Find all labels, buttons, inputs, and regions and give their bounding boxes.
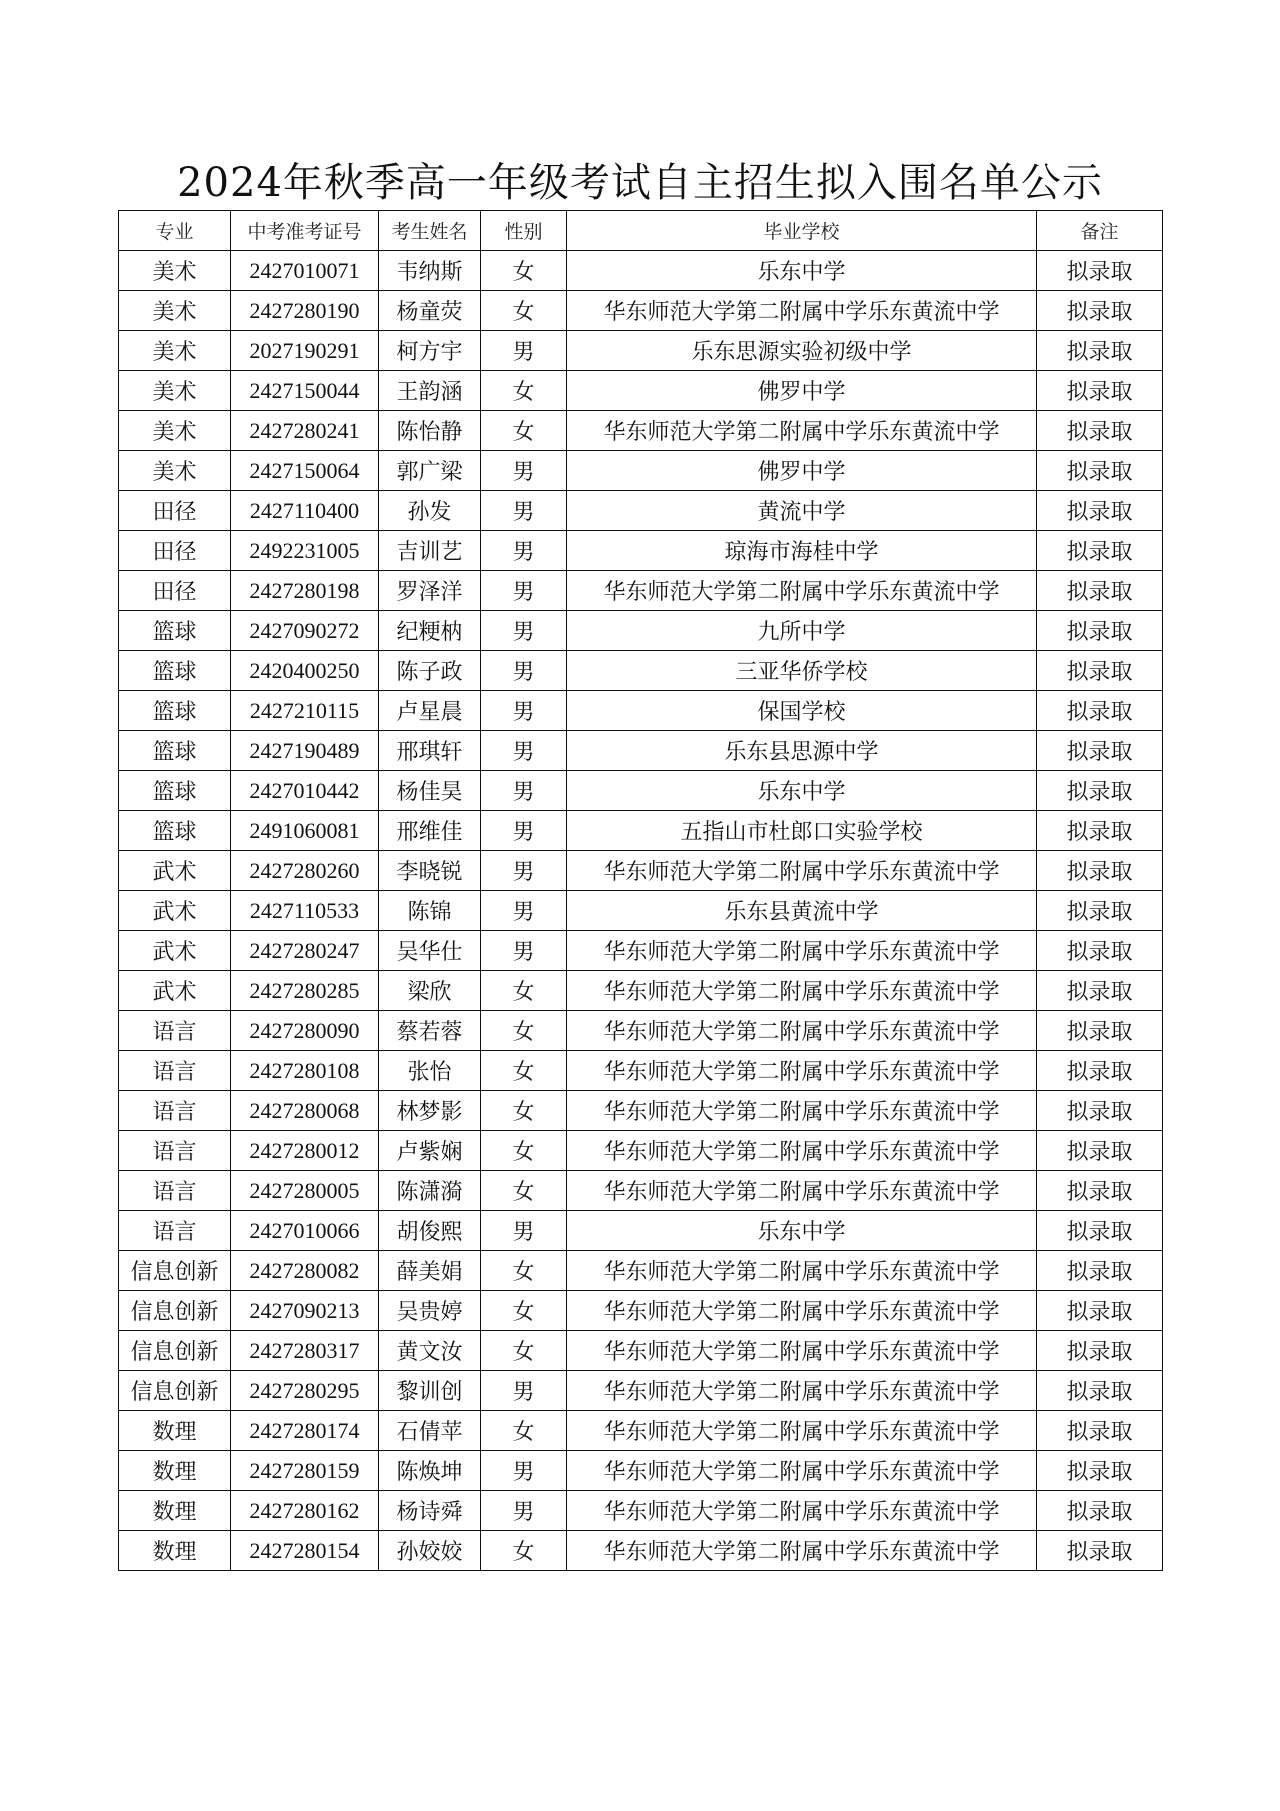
cell-remarks: 拟录取 xyxy=(1037,291,1163,331)
cell-graduation-school: 乐东中学 xyxy=(567,251,1037,291)
cell-major: 语言 xyxy=(119,1171,231,1211)
cell-remarks: 拟录取 xyxy=(1037,851,1163,891)
cell-exam-id: 2427280068 xyxy=(231,1091,379,1131)
cell-remarks: 拟录取 xyxy=(1037,1451,1163,1491)
cell-major: 武术 xyxy=(119,851,231,891)
cell-remarks: 拟录取 xyxy=(1037,331,1163,371)
cell-student-name: 孙发 xyxy=(379,491,481,531)
cell-graduation-school: 乐东思源实验初级中学 xyxy=(567,331,1037,371)
table-row xyxy=(119,1411,1163,1451)
cell-graduation-school: 乐东县思源中学 xyxy=(567,731,1037,771)
cell-remarks: 拟录取 xyxy=(1037,1091,1163,1131)
table-header-row xyxy=(119,211,1163,251)
cell-gender: 女 xyxy=(481,1091,567,1131)
cell-gender: 女 xyxy=(481,1331,567,1371)
cell-remarks: 拟录取 xyxy=(1037,371,1163,411)
cell-student-name: 孙姣姣 xyxy=(379,1531,481,1571)
cell-exam-id: 2427280295 xyxy=(231,1371,379,1411)
cell-major: 语言 xyxy=(119,1011,231,1051)
cell-graduation-school: 华东师范大学第二附属中学乐东黄流中学 xyxy=(567,571,1037,611)
cell-remarks: 拟录取 xyxy=(1037,1411,1163,1451)
cell-gender: 女 xyxy=(481,1251,567,1291)
cell-remarks: 拟录取 xyxy=(1037,1331,1163,1371)
table-row xyxy=(119,691,1163,731)
cell-exam-id: 2427280162 xyxy=(231,1491,379,1531)
cell-graduation-school: 黄流中学 xyxy=(567,491,1037,531)
cell-exam-id: 2427280247 xyxy=(231,931,379,971)
cell-exam-id: 2427280198 xyxy=(231,571,379,611)
cell-exam-id: 2027190291 xyxy=(231,331,379,371)
cell-remarks: 拟录取 xyxy=(1037,891,1163,931)
cell-major: 田径 xyxy=(119,571,231,611)
table-row xyxy=(119,1051,1163,1091)
cell-major: 美术 xyxy=(119,371,231,411)
cell-exam-id: 2427280285 xyxy=(231,971,379,1011)
cell-student-name: 纪粳枘 xyxy=(379,611,481,651)
cell-major: 数理 xyxy=(119,1531,231,1571)
cell-gender: 女 xyxy=(481,1291,567,1331)
cell-graduation-school: 华东师范大学第二附属中学乐东黄流中学 xyxy=(567,1011,1037,1051)
cell-remarks: 拟录取 xyxy=(1037,971,1163,1011)
admission-table xyxy=(118,210,1163,1571)
cell-graduation-school: 华东师范大学第二附属中学乐东黄流中学 xyxy=(567,931,1037,971)
cell-graduation-school: 华东师范大学第二附属中学乐东黄流中学 xyxy=(567,1051,1037,1091)
cell-graduation-school: 保国学校 xyxy=(567,691,1037,731)
cell-exam-id: 2427090272 xyxy=(231,611,379,651)
cell-gender: 女 xyxy=(481,1131,567,1171)
table-row xyxy=(119,251,1163,291)
cell-remarks: 拟录取 xyxy=(1037,1051,1163,1091)
cell-remarks: 拟录取 xyxy=(1037,611,1163,651)
cell-major: 美术 xyxy=(119,411,231,451)
cell-gender: 女 xyxy=(481,1171,567,1211)
cell-remarks: 拟录取 xyxy=(1037,411,1163,451)
cell-gender: 男 xyxy=(481,691,567,731)
cell-gender: 男 xyxy=(481,771,567,811)
cell-student-name: 吴华仕 xyxy=(379,931,481,971)
cell-student-name: 石倩苹 xyxy=(379,1411,481,1451)
cell-gender: 男 xyxy=(481,851,567,891)
cell-exam-id: 2427280082 xyxy=(231,1251,379,1291)
cell-graduation-school: 华东师范大学第二附属中学乐东黄流中学 xyxy=(567,851,1037,891)
cell-exam-id: 2427280005 xyxy=(231,1171,379,1211)
table-row xyxy=(119,731,1163,771)
cell-remarks: 拟录取 xyxy=(1037,1251,1163,1291)
cell-gender: 女 xyxy=(481,1051,567,1091)
cell-major: 田径 xyxy=(119,531,231,571)
table-row xyxy=(119,1091,1163,1131)
cell-student-name: 王韵涵 xyxy=(379,371,481,411)
cell-student-name: 陈怡静 xyxy=(379,411,481,451)
cell-major: 篮球 xyxy=(119,811,231,851)
cell-exam-id: 2427110533 xyxy=(231,891,379,931)
table-row xyxy=(119,1491,1163,1531)
cell-student-name: 陈锦 xyxy=(379,891,481,931)
cell-student-name: 张怡 xyxy=(379,1051,481,1091)
cell-major: 篮球 xyxy=(119,771,231,811)
cell-student-name: 薛美娟 xyxy=(379,1251,481,1291)
cell-gender: 男 xyxy=(481,891,567,931)
table-row xyxy=(119,1131,1163,1171)
cell-graduation-school: 华东师范大学第二附属中学乐东黄流中学 xyxy=(567,1411,1037,1451)
cell-student-name: 杨童荧 xyxy=(379,291,481,331)
cell-major: 武术 xyxy=(119,891,231,931)
cell-student-name: 韦纳斯 xyxy=(379,251,481,291)
header-remarks: 备注 xyxy=(1037,211,1163,251)
cell-gender: 女 xyxy=(481,1411,567,1451)
cell-remarks: 拟录取 xyxy=(1037,571,1163,611)
cell-major: 美术 xyxy=(119,331,231,371)
cell-graduation-school: 华东师范大学第二附属中学乐东黄流中学 xyxy=(567,1291,1037,1331)
cell-major: 篮球 xyxy=(119,691,231,731)
cell-graduation-school: 佛罗中学 xyxy=(567,451,1037,491)
cell-student-name: 陈焕坤 xyxy=(379,1451,481,1491)
cell-remarks: 拟录取 xyxy=(1037,1171,1163,1211)
cell-major: 篮球 xyxy=(119,611,231,651)
cell-major: 信息创新 xyxy=(119,1331,231,1371)
cell-exam-id: 2427280260 xyxy=(231,851,379,891)
table-row xyxy=(119,611,1163,651)
cell-graduation-school: 乐东县黄流中学 xyxy=(567,891,1037,931)
cell-graduation-school: 华东师范大学第二附属中学乐东黄流中学 xyxy=(567,1251,1037,1291)
table-row xyxy=(119,1331,1163,1371)
table-row xyxy=(119,1291,1163,1331)
cell-major: 数理 xyxy=(119,1491,231,1531)
cell-remarks: 拟录取 xyxy=(1037,251,1163,291)
cell-exam-id: 2427280190 xyxy=(231,291,379,331)
cell-remarks: 拟录取 xyxy=(1037,811,1163,851)
cell-remarks: 拟录取 xyxy=(1037,491,1163,531)
cell-major: 语言 xyxy=(119,1211,231,1251)
table-row xyxy=(119,1451,1163,1491)
cell-major: 篮球 xyxy=(119,731,231,771)
cell-graduation-school: 华东师范大学第二附属中学乐东黄流中学 xyxy=(567,1331,1037,1371)
table-row xyxy=(119,651,1163,691)
cell-student-name: 卢星晨 xyxy=(379,691,481,731)
cell-remarks: 拟录取 xyxy=(1037,1491,1163,1531)
cell-gender: 女 xyxy=(481,371,567,411)
table-row xyxy=(119,1531,1163,1571)
cell-exam-id: 2427280159 xyxy=(231,1451,379,1491)
cell-student-name: 杨诗舜 xyxy=(379,1491,481,1531)
cell-major: 语言 xyxy=(119,1051,231,1091)
cell-gender: 男 xyxy=(481,1371,567,1411)
cell-gender: 男 xyxy=(481,491,567,531)
cell-gender: 男 xyxy=(481,811,567,851)
cell-exam-id: 2492231005 xyxy=(231,531,379,571)
cell-graduation-school: 华东师范大学第二附属中学乐东黄流中学 xyxy=(567,1171,1037,1211)
cell-exam-id: 2427010442 xyxy=(231,771,379,811)
cell-gender: 女 xyxy=(481,251,567,291)
cell-gender: 女 xyxy=(481,291,567,331)
header-graduation-school: 毕业学校 xyxy=(567,211,1037,251)
cell-exam-id: 2427150064 xyxy=(231,451,379,491)
cell-major: 信息创新 xyxy=(119,1371,231,1411)
cell-graduation-school: 琼海市海桂中学 xyxy=(567,531,1037,571)
table-row xyxy=(119,571,1163,611)
table-row xyxy=(119,851,1163,891)
cell-exam-id: 2427110400 xyxy=(231,491,379,531)
table-row xyxy=(119,531,1163,571)
cell-student-name: 杨佳昊 xyxy=(379,771,481,811)
table-row xyxy=(119,891,1163,931)
header-exam-id: 中考准考证号 xyxy=(231,211,379,251)
cell-remarks: 拟录取 xyxy=(1037,1371,1163,1411)
table-row xyxy=(119,971,1163,1011)
cell-remarks: 拟录取 xyxy=(1037,771,1163,811)
cell-gender: 女 xyxy=(481,971,567,1011)
cell-graduation-school: 华东师范大学第二附属中学乐东黄流中学 xyxy=(567,1131,1037,1171)
cell-student-name: 陈子政 xyxy=(379,651,481,691)
cell-student-name: 胡俊熙 xyxy=(379,1211,481,1251)
cell-gender: 男 xyxy=(481,531,567,571)
table-row xyxy=(119,931,1163,971)
cell-exam-id: 2420400250 xyxy=(231,651,379,691)
cell-exam-id: 2427150044 xyxy=(231,371,379,411)
cell-exam-id: 2427280090 xyxy=(231,1011,379,1051)
cell-graduation-school: 乐东中学 xyxy=(567,1211,1037,1251)
cell-gender: 女 xyxy=(481,411,567,451)
cell-exam-id: 2427010071 xyxy=(231,251,379,291)
table-row xyxy=(119,451,1163,491)
cell-student-name: 陈潇漪 xyxy=(379,1171,481,1211)
cell-graduation-school: 华东师范大学第二附属中学乐东黄流中学 xyxy=(567,1491,1037,1531)
cell-gender: 女 xyxy=(481,1531,567,1571)
cell-exam-id: 2427190489 xyxy=(231,731,379,771)
cell-exam-id: 2427010066 xyxy=(231,1211,379,1251)
cell-graduation-school: 华东师范大学第二附属中学乐东黄流中学 xyxy=(567,1371,1037,1411)
cell-student-name: 黎训创 xyxy=(379,1371,481,1411)
table-row xyxy=(119,1371,1163,1411)
table-row xyxy=(119,771,1163,811)
cell-graduation-school: 佛罗中学 xyxy=(567,371,1037,411)
cell-major: 信息创新 xyxy=(119,1251,231,1291)
cell-student-name: 黄文汝 xyxy=(379,1331,481,1371)
cell-remarks: 拟录取 xyxy=(1037,731,1163,771)
cell-major: 美术 xyxy=(119,251,231,291)
table-row xyxy=(119,1211,1163,1251)
cell-graduation-school: 华东师范大学第二附属中学乐东黄流中学 xyxy=(567,411,1037,451)
cell-gender: 男 xyxy=(481,1451,567,1491)
cell-remarks: 拟录取 xyxy=(1037,1011,1163,1051)
table-body xyxy=(119,251,1163,1571)
cell-gender: 男 xyxy=(481,571,567,611)
cell-remarks: 拟录取 xyxy=(1037,1291,1163,1331)
cell-exam-id: 2427280317 xyxy=(231,1331,379,1371)
cell-exam-id: 2427280174 xyxy=(231,1411,379,1451)
cell-major: 武术 xyxy=(119,971,231,1011)
cell-student-name: 林梦影 xyxy=(379,1091,481,1131)
table-row xyxy=(119,291,1163,331)
cell-gender: 男 xyxy=(481,931,567,971)
cell-graduation-school: 华东师范大学第二附属中学乐东黄流中学 xyxy=(567,1091,1037,1131)
cell-student-name: 邢琪轩 xyxy=(379,731,481,771)
cell-exam-id: 2427280154 xyxy=(231,1531,379,1571)
cell-remarks: 拟录取 xyxy=(1037,531,1163,571)
cell-graduation-school: 乐东中学 xyxy=(567,771,1037,811)
cell-remarks: 拟录取 xyxy=(1037,451,1163,491)
cell-student-name: 罗泽洋 xyxy=(379,571,481,611)
cell-remarks: 拟录取 xyxy=(1037,651,1163,691)
cell-exam-id: 2427090213 xyxy=(231,1291,379,1331)
cell-major: 田径 xyxy=(119,491,231,531)
cell-gender: 男 xyxy=(481,1211,567,1251)
page-title: 2024年秋季高一年级考试自主招生拟入围名单公示 xyxy=(177,160,1103,206)
cell-major: 语言 xyxy=(119,1091,231,1131)
cell-graduation-school: 华东师范大学第二附属中学乐东黄流中学 xyxy=(567,291,1037,331)
cell-exam-id: 2427280108 xyxy=(231,1051,379,1091)
cell-gender: 男 xyxy=(481,731,567,771)
cell-graduation-school: 三亚华侨学校 xyxy=(567,651,1037,691)
table-row xyxy=(119,371,1163,411)
table-row xyxy=(119,1251,1163,1291)
table-row xyxy=(119,491,1163,531)
cell-exam-id: 2427210115 xyxy=(231,691,379,731)
cell-major: 数理 xyxy=(119,1411,231,1451)
cell-student-name: 吉训艺 xyxy=(379,531,481,571)
header-gender: 性别 xyxy=(481,211,567,251)
cell-gender: 男 xyxy=(481,651,567,691)
cell-major: 美术 xyxy=(119,291,231,331)
cell-student-name: 邢维佳 xyxy=(379,811,481,851)
table-row xyxy=(119,331,1163,371)
table-row xyxy=(119,1171,1163,1211)
cell-exam-id: 2427280241 xyxy=(231,411,379,451)
cell-major: 信息创新 xyxy=(119,1291,231,1331)
cell-major: 武术 xyxy=(119,931,231,971)
table-row xyxy=(119,1011,1163,1051)
cell-student-name: 卢紫娴 xyxy=(379,1131,481,1171)
cell-graduation-school: 华东师范大学第二附属中学乐东黄流中学 xyxy=(567,1531,1037,1571)
cell-major: 篮球 xyxy=(119,651,231,691)
cell-gender: 男 xyxy=(481,1491,567,1531)
cell-exam-id: 2491060081 xyxy=(231,811,379,851)
cell-graduation-school: 五指山市杜郎口实验学校 xyxy=(567,811,1037,851)
cell-remarks: 拟录取 xyxy=(1037,1131,1163,1171)
header-student-name: 考生姓名 xyxy=(379,211,481,251)
cell-student-name: 郭广梁 xyxy=(379,451,481,491)
cell-student-name: 梁欣 xyxy=(379,971,481,1011)
cell-major: 美术 xyxy=(119,451,231,491)
cell-graduation-school: 华东师范大学第二附属中学乐东黄流中学 xyxy=(567,971,1037,1011)
cell-major: 数理 xyxy=(119,1451,231,1491)
cell-remarks: 拟录取 xyxy=(1037,1211,1163,1251)
table-row xyxy=(119,411,1163,451)
cell-gender: 男 xyxy=(481,451,567,491)
cell-remarks: 拟录取 xyxy=(1037,691,1163,731)
cell-gender: 男 xyxy=(481,611,567,651)
cell-graduation-school: 华东师范大学第二附属中学乐东黄流中学 xyxy=(567,1451,1037,1491)
cell-graduation-school: 九所中学 xyxy=(567,611,1037,651)
cell-exam-id: 2427280012 xyxy=(231,1131,379,1171)
cell-major: 语言 xyxy=(119,1131,231,1171)
cell-remarks: 拟录取 xyxy=(1037,1531,1163,1571)
cell-student-name: 吴贵婷 xyxy=(379,1291,481,1331)
cell-remarks: 拟录取 xyxy=(1037,931,1163,971)
cell-gender: 女 xyxy=(481,1011,567,1051)
cell-student-name: 蔡若蓉 xyxy=(379,1011,481,1051)
cell-student-name: 柯方宇 xyxy=(379,331,481,371)
cell-student-name: 李晓锐 xyxy=(379,851,481,891)
table-row xyxy=(119,811,1163,851)
header-major: 专业 xyxy=(119,211,231,251)
cell-gender: 男 xyxy=(481,331,567,371)
